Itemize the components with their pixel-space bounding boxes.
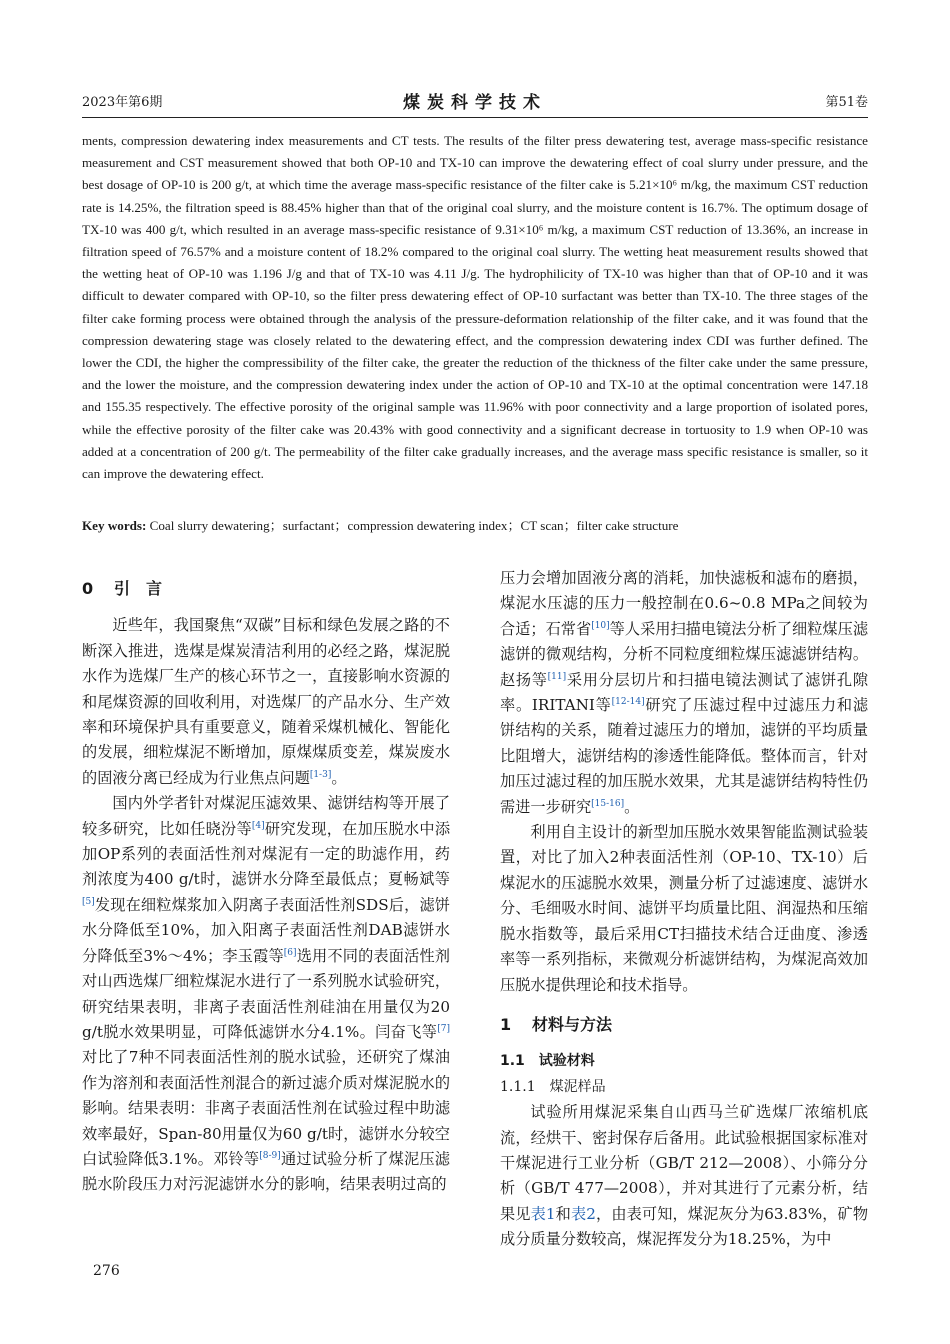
section-title: 材料与方法: [532, 1014, 613, 1034]
page-header: [82, 91, 868, 113]
citation-link[interactable]: [15-16]: [591, 798, 625, 809]
keywords-text: Coal slurry dewatering；surfactant；compression dewatering index；CT scan；filter cake structure: [149, 518, 679, 533]
issue-label: 2023年第6期: [82, 95, 163, 110]
section-heading-introduction: [82, 576, 450, 601]
intro-paragraph-3: 利用自主设计的新型加压脱水效果智能监测试验装置，对比了加入2种表面活性剂（OP-10、TX-10）后煤泥水的压滤脱水效果，测量分析了过滤速度、滤饼水分、毛细吸水时间、滤饼平均质量比阻、润湿热和压缩脱水指数等，最后采用CT扫描技术结合迂曲度、渗透率等一系列指标，来微观分析滤饼结构，为煤泥高效加压脱水提供理论和技术指导。: [500, 823, 868, 994]
journal-title: 煤炭科学技术: [403, 93, 547, 113]
header-rule: [82, 117, 868, 118]
citation-link[interactable]: [1-3]: [309, 769, 332, 780]
right-column: [500, 566, 868, 1253]
citation-link[interactable]: [5]: [82, 896, 95, 907]
citation-link[interactable]: [12-14]: [611, 696, 645, 707]
subsection-heading-1-1-1: 1.1.1 煤泥样品: [500, 1078, 606, 1095]
subsection-heading-1-1: 1.1 试验材料: [500, 1053, 595, 1070]
abstract-block: [82, 130, 868, 485]
volume-label: 第51卷: [825, 95, 868, 110]
keywords-line: [82, 515, 868, 534]
page-number: 276: [93, 1263, 120, 1279]
left-column: [82, 566, 450, 1198]
keywords-label: Key words:: [82, 518, 147, 533]
section-title: 引 言: [114, 579, 163, 598]
citation-link[interactable]: [6]: [283, 947, 297, 958]
intro-paragraph-2-continued: 压力会增加固液分离的消耗，加快滤板和滤布的磨损，煤泥水压滤的压力一般控制在0.6~0.8 MPa之间较为合适；石常省[10]等人采用扫描电镜法分析了细粒煤压滤滤饼的微观结构，分析不同粒度细粒煤压滤滤饼结构。赵扬等[11]采用分层切片和扫描电镜法测试了滤饼孔隙率。IRITANI等[12-14]研究了压滤过程中过滤压力和滤饼结构的关系，随着过滤压力的增加，滤饼的平均质量比阻增大，滤饼结构的渗透性能降低。整体而言，针对加压过滤过程的加压脱水效果，尤其是滤饼结构特性仍需进一步研究[15-16]。: [500, 569, 869, 816]
abstract-text: ments, compression dewatering index measurements and CT tests. The results of the filter press dewatering test, average mass-specific resistance measurement and CST measurement showed that both OP-10 and TX-10 can improve the dewatering effect of coal slurry under pressure, and the best dosage of OP-10 is 200 g/t, at which time the average mass-specific resistance of the filter cake is 5.21×10⁶ m/kg, the maximum CST reduction rate is 14.25%, the filtration speed is 88.45% higher than that of the original coal slurry, and the moisture content is 16.7%. The optimum dosage of TX-10 was 400 g/t, which resulted in an average mass-specific resistance of 9.31×10⁶ m/kg, a maximum CST reduction of 13.36%, an increase in filtration speed of 76.57% and a moisture content of 18.2% compared to the original coal slurry. The wetting heat measurement results showed that the wetting heat of OP-10 was 1.196 J/g and that of TX-10 was 4.11 J/g. The hydrophilicity of TX-10 was higher than that of OP-10 and it was difficult to dewater compared with OP-10, so the filter press dewatering effect of OP-10 surfactant was better than TX-10. The three stages of the filter cake forming process were obtained through the analysis of the pressure-deformation relationship of the filter cake, and it was found that the compression dewatering stage was closely related to the dewatering effect, and the compression dewatering index CDI was further defined. The lower the CDI, the higher the compressibility of the filter cake, the greater the reduction of the thickness of the filter cake under the same pressure, and the lower the moisture, and the compression dewatering index under the action of OP-10 and TX-10 at the optimal concentration were 147.18 and 155.35 respectively. The effective porosity of the original sample was 11.96% with poor connectivity and a large proportion of isolated pores, while the effective porosity of the filter cake was 20.43% with good connectivity and a significant decrease in tortuosity to 1.9 when OP-10 was added at a concentration of 200 g/t. The permeability of the filter cake gradually increases, and the average mass specific resistance is smaller, so it can improve the dewatering effect.: [82, 133, 868, 482]
intro-paragraph-2: 国内外学者针对煤泥压滤效果、滤饼结构等开展了较多研究，比如任晓汾等[4]研究发现，在加压脱水中添加OP系列的表面活性剂对煤泥有一定的助滤作用，药剂浓度为400 g/t时，滤饼水分降至最低点；夏畅斌等[5]发现在细粒煤浆加入阴离子表面活性剂SDS后，滤饼水分降低至10%，加入阳离子表面活性剂DAB滤饼水分降低至3%～4%；李玉霞等[6]选用不同的表面活性剂对山西选煤厂细粒煤泥水进行了一系列脱水试验研究，研究结果表明，非离子表面活性剂硅油在用量仅为20 g/t脱水效果明显，可降低滤饼水分4.1%。闫奋飞等[7]对比了7种不同表面活性剂的脱水试验，还研究了煤油作为溶剂和表面活性剂混合的新过滤介质对煤泥脱水的影响。结果表明：非离子表面活性剂在试验过程中助滤效率最好，Span-80用量仅为60 g/t时，滤饼水分较空白试验降低3.1%。邓铃等[8-9]通过试验分析了煤泥压滤脱水阶段压力对污泥滤饼水分的影响，结果表明过高的: [82, 794, 451, 1194]
citation-link[interactable]: [8-9]: [259, 1150, 281, 1161]
materials-paragraph: 试验所用煤泥采集自山西马兰矿选煤厂浓缩机底流，经烘干、密封保存后备用。此试验根据国家标准对干煤泥进行工业分析（GB/T 212—2008）、小筛分分析（GB/T 477—2008），并对其进行了元素分析，结果见表1和表2，由表可知，煤泥灰分为63.83%，矿物成分质量分数较高，煤泥挥发分为18.25%，为中: [500, 1103, 869, 1249]
citation-link[interactable]: [10]: [591, 620, 610, 631]
section-number: 0: [82, 579, 94, 598]
section-heading-materials: [500, 1012, 868, 1037]
citation-link[interactable]: [11]: [547, 671, 567, 682]
citation-link[interactable]: [4]: [251, 820, 265, 831]
citation-link[interactable]: [7]: [437, 1023, 450, 1034]
table-1-link[interactable]: 表1: [530, 1204, 556, 1223]
intro-paragraph-1: 近些年，我国聚焦“双碳”目标和绿色发展之路的不断深入推进，选煤是煤炭清洁利用的必经之路，煤泥脱水作为选煤厂生产的核心环节之一，直接影响水资源的和尾煤资源的回收利用，对选煤厂的产品水分、生产效率和环境保护具有重要意义，随着采煤机械化、智能化的发展，细粒煤泥不断增加，原煤煤质变差，煤炭废水的固液分离已经成为行业焦点问题[1-3]。: [82, 616, 450, 787]
section-number: 1: [500, 1014, 512, 1034]
table-2-link[interactable]: 表2: [570, 1204, 596, 1223]
